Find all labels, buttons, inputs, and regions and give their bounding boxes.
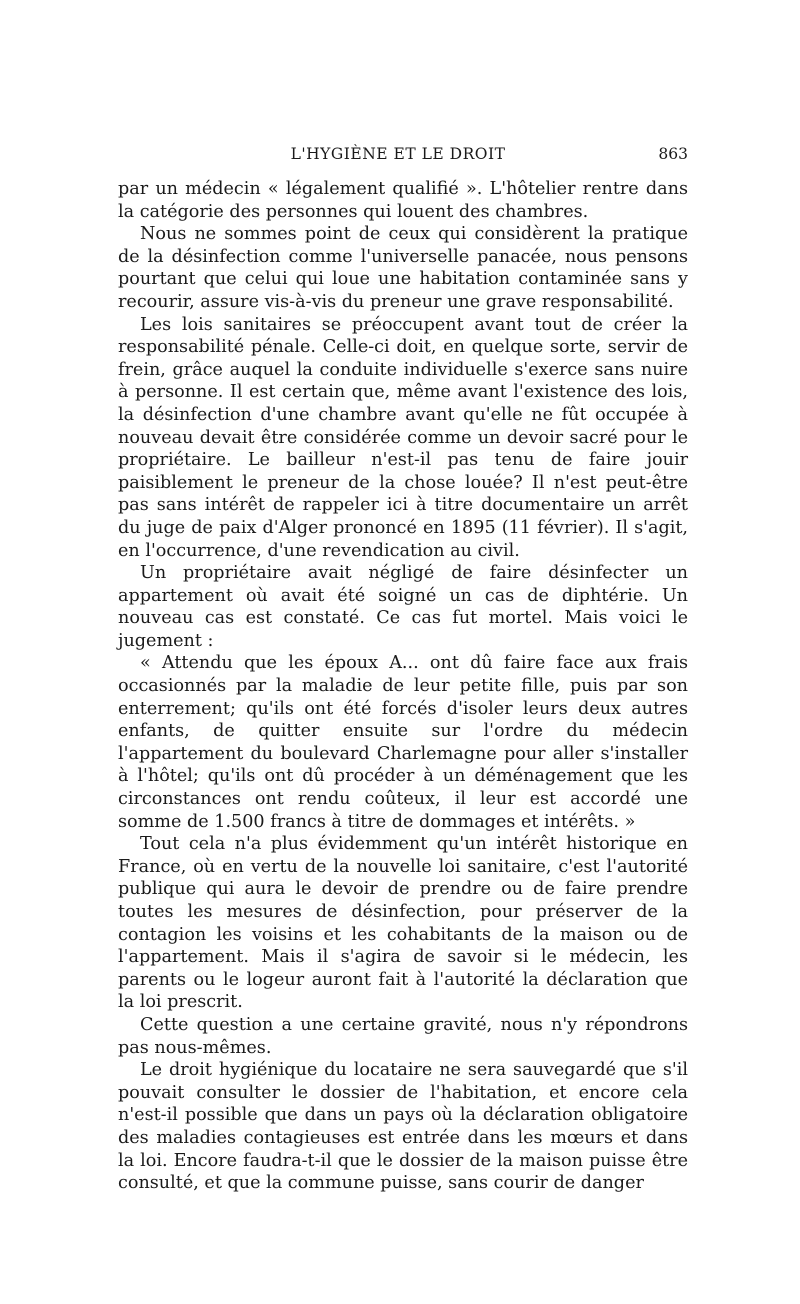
running-head — [118, 143, 688, 165]
paragraph-sanitary-laws: Les lois sanitaires se préoccupent avant tout de créer la responsabilité pénale. Celle-ci doit, en quelque sorte, servir de frein, grâce auquel la conduite individuelle s'exerce sans nuire à personne. Il est certain que, même avant l'existence des lois, la désinfection d'une chambre avant qu'elle ne fût occupée à nouveau devait être considérée comme un devoir sacré pour le propriétaire. Le bailleur n'est-il pas tenu de faire jouir paisiblement le preneur de la chose louée? Il n'est peut-être pas sans intérêt de rappeler ici à titre documentaire un arrêt du juge de paix d'Alger prononcé en 1895 (11 février). Il s'agit, en l'occurrence, d'une revendication au civil. — [118, 314, 688, 561]
page-number: 863 — [658, 145, 688, 163]
paragraph-historical-interest: Tout cela n'a plus évidemment qu'un intérêt historique en France, où en vertu de la nouvelle loi sanitaire, c'est l'autorité publique qui aura le devoir de prendre ou de faire prendre toutes les mesures de désinfection, pour préserver de la contagion les voisins et les cohabitants de la maison ou de l'appartement. Mais il s'agira de savoir si le médecin, les parents ou le logeur auront fait à l'autorité la déclaration que la loi prescrit. — [118, 834, 688, 1013]
paragraph-question-gravity: Cette question a une certaine gravité, nous n'y répondrons pas nous-mêmes. — [118, 1014, 688, 1058]
paragraph-judgment-quote: « Attendu que les époux A... ont dû faire face aux frais occasionnés par la maladie de leur petite fille, puis par son enterrement; qu'ils ont été forcés d'isoler leurs deux autres enfants, de quitter ensuite sur l'ordre du médecin l'appartement du boulevard Charlemagne pour aller s'installer à l'hôtel; qu'ils ont dû procéder à un déménagement que les circonstances ont rendu coûteux, il leur est accordé une somme de 1.500 francs à titre de dommages et intérêts. » — [118, 653, 688, 832]
body-text — [118, 178, 688, 1195]
paragraph-tenant-right: Le droit hygiénique du locataire ne sera sauvegardé que s'il pouvait consulter le dossier de l'habitation, et encore cela n'est-il possible que dans un pays où la déclaration obligatoire des maladies contagieuses est entrée dans les mœurs et dans la loi. Encore faudra-t-il que le dossier de la maison puisse être consulté, et que la commune puisse, sans courir de danger — [118, 1060, 688, 1194]
paragraph-disinfection-panacea: Nous ne sommes point de ceux qui considèrent la pratique de la désinfection comme l'universelle panacée, nous pensons pourtant que celui qui loue une habitation contaminée sans y recourir, assure vis-à-vis du preneur une grave responsabilité. — [118, 224, 688, 312]
running-title: L'HYGIÈNE ET LE DROIT — [290, 145, 506, 163]
paragraph-continuation: par un médecin « légalement qualifié ». L'hôtelier rentre dans la catégorie des personnes qui louent des chambres. — [118, 179, 688, 222]
paragraph-landlord-case: Un propriétaire avait négligé de faire désinfecter un appartement où avait été soigné un cas de diphtérie. Un nouveau cas est constaté. Ce cas fut mortel. Mais voici le jugement : — [118, 563, 688, 651]
